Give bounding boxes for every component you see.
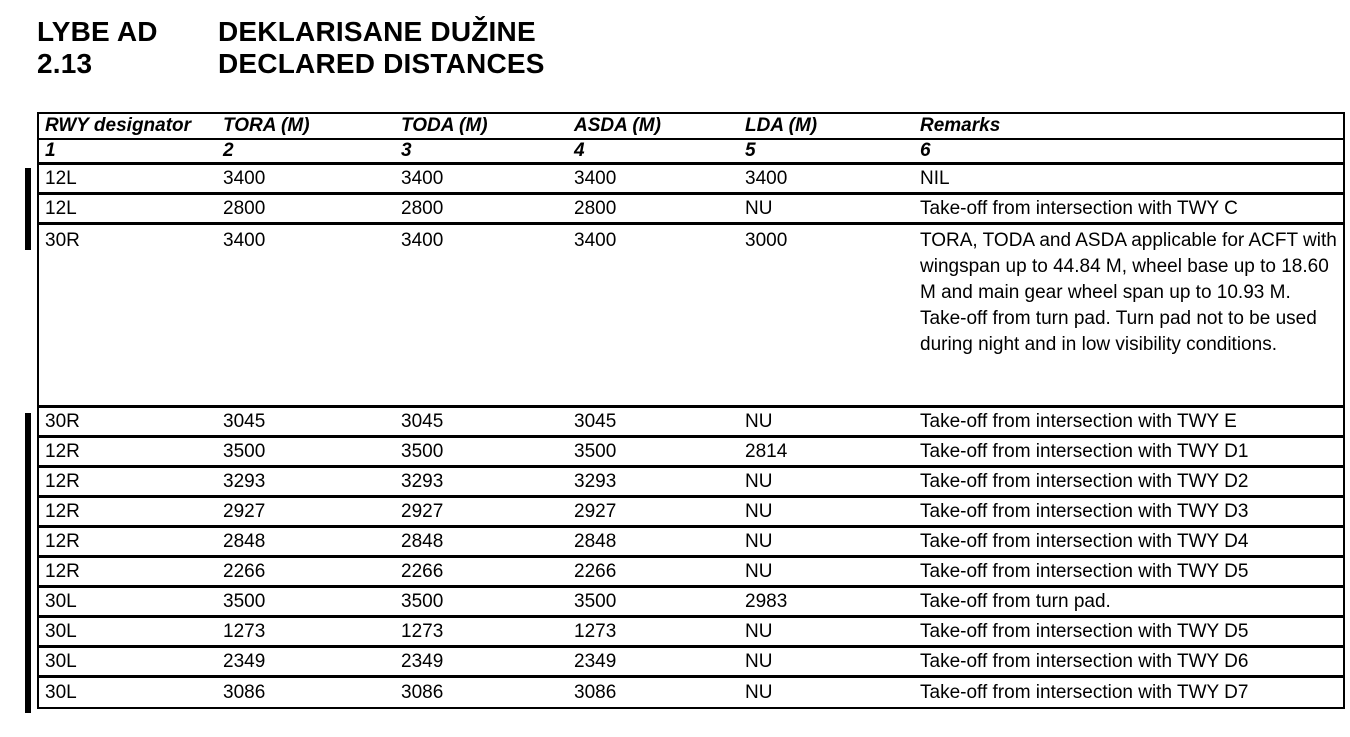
- title-serbian: DEKLARISANE DUŽINE: [218, 16, 536, 47]
- cell-asda: 2266: [568, 557, 739, 587]
- table-row: [39, 677, 1343, 707]
- cell-asda: 2800: [568, 194, 739, 224]
- remarks-paragraph: TORA, TODA and ASDA applicable for ACFT with wingspan up to 44.84 M, wheel base up to 18.60 M and main gear wheel span up to 10.93 M.: [920, 230, 1337, 303]
- cell-asda: 3500: [568, 587, 739, 617]
- cell-asda: 3086: [568, 677, 739, 707]
- cell-remarks: [914, 437, 1343, 467]
- table-row: [39, 407, 1343, 437]
- table-row: [39, 527, 1343, 557]
- table-row: [39, 557, 1343, 587]
- cell-remarks: [914, 647, 1343, 677]
- title-english: DECLARED DISTANCES: [218, 48, 545, 79]
- cell-remarks: [914, 164, 1343, 194]
- cell-tora: 3500: [217, 437, 395, 467]
- cell-rwy: 12R: [39, 557, 217, 587]
- cell-lda: 3400: [739, 164, 914, 194]
- cell-toda: 3293: [395, 467, 568, 497]
- table-row: [39, 224, 1343, 407]
- remarks-paragraph: Take-off from turn pad. Turn pad not to be used during night and in low visibility conditions.: [920, 308, 1317, 355]
- remarks-paragraph: Take-off from intersection with TWY D2: [920, 470, 1249, 492]
- cell-lda: NU: [739, 467, 914, 497]
- cell-lda: NU: [739, 497, 914, 527]
- cell-asda: 3293: [568, 467, 739, 497]
- cell-remarks: [914, 407, 1343, 437]
- table-row: [39, 617, 1343, 647]
- page-title: [37, 16, 545, 80]
- cell-lda: 2983: [739, 587, 914, 617]
- cell-remarks: [914, 467, 1343, 497]
- remarks-paragraph: Take-off from intersection with TWY E: [920, 410, 1237, 432]
- table-body: [39, 164, 1343, 707]
- cell-asda: 2349: [568, 647, 739, 677]
- cell-lda: NU: [739, 677, 914, 707]
- remarks-paragraph: Take-off from intersection with TWY D1: [920, 440, 1249, 462]
- cell-asda: 1273: [568, 617, 739, 647]
- cell-tora: 3400: [217, 164, 395, 194]
- cell-rwy: 12R: [39, 497, 217, 527]
- cell-remarks: [914, 557, 1343, 587]
- col-num-5: 5: [739, 140, 914, 164]
- cell-lda: NU: [739, 617, 914, 647]
- cell-toda: 3045: [395, 407, 568, 437]
- section-number: LYBE AD 2.13: [37, 16, 158, 79]
- col-num-4: 4: [568, 140, 739, 164]
- cell-rwy: 30L: [39, 617, 217, 647]
- table-row: [39, 164, 1343, 194]
- col-header-asda: ASDA (M): [568, 114, 739, 140]
- cell-tora: 3293: [217, 467, 395, 497]
- cell-rwy: 12L: [39, 164, 217, 194]
- cell-lda: NU: [739, 407, 914, 437]
- cell-tora: 2800: [217, 194, 395, 224]
- col-header-lda: LDA (M): [739, 114, 914, 140]
- cell-rwy: 30R: [39, 407, 217, 437]
- cell-lda: NU: [739, 194, 914, 224]
- col-header-rwy: RWY designator: [39, 114, 217, 140]
- cell-tora: 1273: [217, 617, 395, 647]
- cell-toda: 2266: [395, 557, 568, 587]
- cell-lda: NU: [739, 647, 914, 677]
- cell-remarks: [914, 224, 1343, 407]
- cell-rwy: 30L: [39, 587, 217, 617]
- col-num-2: 2: [217, 140, 395, 164]
- cell-asda: 2848: [568, 527, 739, 557]
- col-num-3: 3: [395, 140, 568, 164]
- cell-rwy: 12L: [39, 194, 217, 224]
- title-lines: [218, 16, 545, 80]
- column-number-row: [39, 140, 1343, 164]
- cell-toda: 1273: [395, 617, 568, 647]
- cell-rwy: 30R: [39, 224, 217, 407]
- cell-toda: 2848: [395, 527, 568, 557]
- cell-tora: 3045: [217, 407, 395, 437]
- cell-toda: 3500: [395, 437, 568, 467]
- header-row: [39, 114, 1343, 140]
- col-header-tora: TORA (M): [217, 114, 395, 140]
- table-row: [39, 467, 1343, 497]
- cell-toda: 3086: [395, 677, 568, 707]
- col-header-remarks: Remarks: [914, 114, 1343, 140]
- cell-tora: 3086: [217, 677, 395, 707]
- cell-rwy: 30L: [39, 647, 217, 677]
- cell-toda: 2349: [395, 647, 568, 677]
- cell-toda: 2927: [395, 497, 568, 527]
- remarks-paragraph: Take-off from turn pad.: [920, 590, 1111, 612]
- cell-remarks: [914, 497, 1343, 527]
- table-row: [39, 497, 1343, 527]
- cell-remarks: [914, 617, 1343, 647]
- cell-remarks: [914, 587, 1343, 617]
- cell-tora: 3400: [217, 224, 395, 407]
- remarks-paragraph: Take-off from intersection with TWY C: [920, 197, 1238, 219]
- cell-tora: 2266: [217, 557, 395, 587]
- cell-rwy: 30L: [39, 677, 217, 707]
- cell-toda: 3400: [395, 224, 568, 407]
- table-head: [39, 114, 1343, 164]
- col-header-toda: TODA (M): [395, 114, 568, 140]
- remarks-paragraph: Take-off from intersection with TWY D3: [920, 500, 1249, 522]
- cell-asda: 3500: [568, 437, 739, 467]
- amendment-change-bar-bottom: [25, 413, 31, 713]
- cell-tora: 3500: [217, 587, 395, 617]
- cell-lda: NU: [739, 557, 914, 587]
- table-row: [39, 437, 1343, 467]
- remarks-paragraph: Take-off from intersection with TWY D4: [920, 530, 1249, 552]
- table-row: [39, 647, 1343, 677]
- cell-remarks: [914, 194, 1343, 224]
- cell-rwy: 12R: [39, 467, 217, 497]
- cell-asda: 3045: [568, 407, 739, 437]
- cell-lda: 2814: [739, 437, 914, 467]
- cell-rwy: 12R: [39, 527, 217, 557]
- table-row: [39, 587, 1343, 617]
- cell-tora: 2848: [217, 527, 395, 557]
- remarks-paragraph: Take-off from intersection with TWY D5: [920, 560, 1249, 582]
- cell-lda: NU: [739, 527, 914, 557]
- cell-toda: 2800: [395, 194, 568, 224]
- col-num-6: 6: [914, 140, 1343, 164]
- cell-remarks: [914, 677, 1343, 707]
- table-row: [39, 194, 1343, 224]
- remarks-paragraph: Take-off from intersection with TWY D5: [920, 620, 1249, 642]
- remarks-paragraph: Take-off from intersection with TWY D7: [920, 681, 1249, 703]
- cell-tora: 2349: [217, 647, 395, 677]
- cell-asda: 2927: [568, 497, 739, 527]
- cell-tora: 2927: [217, 497, 395, 527]
- cell-asda: 3400: [568, 164, 739, 194]
- cell-asda: 3400: [568, 224, 739, 407]
- cell-lda: 3000: [739, 224, 914, 407]
- cell-toda: 3500: [395, 587, 568, 617]
- amendment-change-bar-top: [25, 168, 31, 250]
- cell-rwy: 12R: [39, 437, 217, 467]
- cell-toda: 3400: [395, 164, 568, 194]
- cell-remarks: [914, 527, 1343, 557]
- col-num-1: 1: [39, 140, 217, 164]
- remarks-paragraph: NIL: [920, 167, 950, 189]
- declared-distances-table: [37, 112, 1345, 709]
- remarks-paragraph: Take-off from intersection with TWY D6: [920, 650, 1249, 672]
